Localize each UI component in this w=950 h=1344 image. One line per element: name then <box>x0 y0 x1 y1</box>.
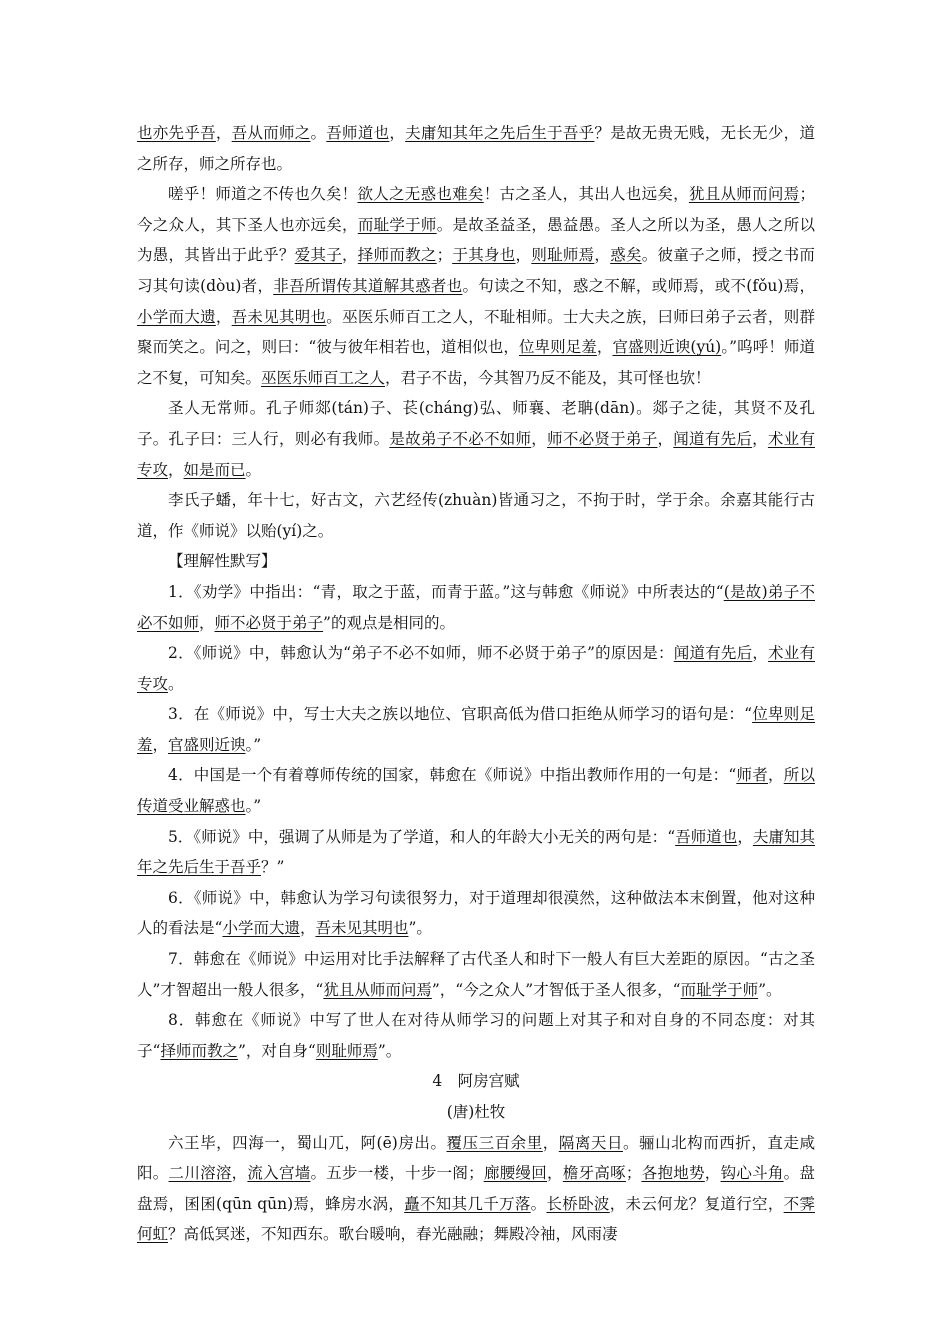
paragraph <box>137 577 815 638</box>
underlined-text: 犹且从师而问焉 <box>323 980 432 999</box>
text-segment: ， <box>752 644 769 663</box>
text-segment: 3．在《师说》中，写士大夫之族以地位、官职高低为借口拒绝从师学习的语句是：“ <box>168 705 753 724</box>
paragraph <box>137 760 815 821</box>
text-segment: ， <box>515 246 532 265</box>
text-segment: ？是故无贵无贱，无长无少，道之所存，师之所存也。 <box>137 124 815 173</box>
text-segment: 六王毕，四海一，蜀山兀，阿(ē)房出。 <box>168 1133 447 1152</box>
text-segment: ， <box>152 735 169 754</box>
text-segment: ； <box>436 246 453 265</box>
text-segment: ， <box>199 613 215 632</box>
underlined-text: 廊腰缦回 <box>483 1164 548 1183</box>
text-segment: ， <box>752 429 768 448</box>
text-segment: 。盘盘焉，囷囷(qūn qūn)焉，蜂房水涡， <box>137 1164 815 1213</box>
text-segment: ， <box>299 919 316 938</box>
underlined-text: 闻道有先后 <box>673 644 753 663</box>
underlined-text: 夫庸知其年之先后生于吾乎 <box>405 124 595 142</box>
underlined-text: 术业有专攻 <box>137 429 815 479</box>
text-segment: ， <box>594 246 611 265</box>
underlined-text: 于其身也 <box>452 246 516 265</box>
text-segment: ， <box>542 1133 559 1152</box>
underlined-text: 官盛则近谀 <box>168 735 246 754</box>
text-segment: ， <box>215 307 232 326</box>
underlined-text: (是故)弟子不必不如师 <box>137 582 815 632</box>
text-segment: 1．《劝学》中指出：“青，取之于蓝，而青于蓝。”这与韩愈《师说》中所表达的“ <box>168 582 724 601</box>
text-segment: 。” <box>245 797 262 816</box>
text-segment: ”。 <box>377 1041 402 1060</box>
document-page <box>137 118 815 1250</box>
text-segment: ，君子不齿，今其智乃反不能及，其可怪也欤！ <box>385 368 711 387</box>
section-heading <box>137 546 815 577</box>
underlined-text: 术业有专攻 <box>137 644 815 693</box>
underlined-text: 爱其子 <box>294 246 343 265</box>
text-segment: ”。 <box>758 980 782 999</box>
underlined-text: 檐牙高啄 <box>562 1164 626 1183</box>
text-segment: 4．中国是一个有着尊师传统的国家，韩愈在《师说》中指出教师作用的一句是：“ <box>168 766 737 785</box>
underlined-text: 矗不知其几千万落 <box>404 1194 531 1213</box>
text-segment: 7．韩愈在《师说》中运用对比手法解释了古代圣人和时下一般人有巨大差距的原因。“古之圣人”才智超出一般人很多，“ <box>137 950 815 999</box>
text-segment: ，未云何龙？复道行空， <box>609 1194 784 1213</box>
centered-heading <box>137 1066 815 1097</box>
underlined-text: 师不必贤于弟子 <box>547 429 658 448</box>
text-segment: ， <box>737 827 753 846</box>
text-segment: ， <box>342 246 358 265</box>
text-segment: ？高低冥迷，不知西东。歌台暖响，春光融融；舞殿冷袖，风雨凄 <box>168 1225 618 1244</box>
text-segment: ”，对自身“ <box>237 1041 316 1060</box>
underlined-text: 位卑则足羞 <box>518 338 597 357</box>
text-segment: 。句读之不知，惑之不解，或师焉，或不(fǒu)焉， <box>462 276 815 295</box>
text-segment: ， <box>531 429 548 448</box>
text-segment: 。五步一楼，十步一阁； <box>310 1164 484 1183</box>
underlined-text: 惑矣 <box>610 246 642 265</box>
underlined-text: 不霁何虹 <box>137 1194 815 1244</box>
underlined-text: 也亦先乎吾 <box>137 124 216 142</box>
underlined-text: 所以传道受业解惑也 <box>137 766 815 816</box>
text-segment: ”。 <box>408 919 432 938</box>
text-segment: 。彼童子之师，授之书而习其句读(dòu)者， <box>137 246 815 295</box>
text-segment: 6．《师说》中，韩愈认为学习句读很努力，对于道理却很漠然，这种做法本末倒置，他对这种人的看法是“ <box>137 888 815 938</box>
paragraph <box>137 883 815 944</box>
underlined-text: 巫医乐师百工之人 <box>261 368 386 387</box>
text-segment: 。 <box>168 674 184 693</box>
text-segment: 嗟乎！师道之不传也久矣！ <box>168 185 358 204</box>
underlined-text: 闻道有先后 <box>673 429 753 448</box>
text-segment: ”的观点是相同的。 <box>323 613 455 632</box>
paragraph <box>137 822 815 883</box>
text-segment: ”，“今之众人”才智低于圣人很多，“ <box>431 980 681 999</box>
underlined-text: 小学而大遗 <box>222 919 300 938</box>
text-segment: ， <box>547 1164 563 1183</box>
underlined-text: 流入宫墙 <box>247 1164 311 1183</box>
paragraph <box>137 944 815 1005</box>
text-segment: ， <box>768 766 784 785</box>
underlined-text: 而耻学于师 <box>680 980 759 999</box>
text-segment: 5．《师说》中，强调了从师是为了学道，和人的年龄大小无关的两句是：“ <box>168 827 676 846</box>
underlined-text: 覆压三百余里 <box>446 1133 543 1152</box>
underlined-text: 师不必贤于弟子 <box>214 613 324 632</box>
underlined-text: 师者 <box>736 766 768 785</box>
text-segment: ， <box>704 1164 721 1183</box>
text-segment: ， <box>215 124 232 142</box>
underlined-text: 非吾所谓传其道解其惑者也 <box>273 276 463 295</box>
underlined-text: 位卑则足羞 <box>137 705 815 754</box>
underlined-text: 择师而教之 <box>160 1041 238 1060</box>
text-segment: 圣人无常师。孔子师郯(tán)子、苌(cháng)弘、师襄、老聃(dān)。郯子之徒，其贤不及孔子。孔子曰：三人行，则必有我师。 <box>137 399 815 448</box>
underlined-text: 欲人之无惑也难矣 <box>357 185 484 204</box>
text-segment: ， <box>168 460 184 479</box>
paragraph <box>137 638 815 699</box>
underlined-text: 钩心斗角 <box>720 1164 784 1183</box>
paragraph <box>137 485 815 546</box>
paragraph <box>137 179 815 393</box>
text-segment: 。 <box>310 124 327 142</box>
underlined-text: 官盛则近谀(yú) <box>612 338 722 357</box>
text-segment: 。 <box>530 1194 547 1213</box>
underlined-text: 择师而教之 <box>357 246 437 265</box>
underlined-text: 是故弟子不必不如师 <box>389 429 532 448</box>
underlined-text: 则耻师焉 <box>531 246 595 265</box>
text-segment: 2．《师说》中，韩愈认为“弟子不必不如师，师不必贤于弟子”的原因是： <box>168 644 674 663</box>
text-segment: 。是故圣益圣，愚益愚。圣人之所以为圣，愚人之所以为愚，其皆出于此乎？ <box>137 215 815 265</box>
text-segment: 李氏子蟠，年十七，好古文，六艺经传(zhuàn)皆通习之，不拘于时，学于余。余嘉其能行古道，作《师说》以贻(yí)之。 <box>137 491 815 540</box>
underlined-text: 夫庸知其年之先后生于吾乎 <box>137 827 815 877</box>
underlined-text: 吾未见其明也 <box>315 919 409 938</box>
text-segment: 。巫医乐师百工之人，不耻相师。士大夫之族，曰师曰弟子云者，则群聚而笑之。问之，则曰：“彼与彼年相若也，道相似也， <box>137 307 815 357</box>
underlined-text: 隔离天日 <box>558 1133 623 1152</box>
paragraph <box>137 1128 815 1250</box>
underlined-text: 吾从而师之 <box>231 124 311 142</box>
paragraph <box>137 393 815 485</box>
underlined-text: 各抱地势 <box>641 1164 705 1183</box>
text-segment: ； <box>625 1164 642 1183</box>
underlined-text: 吾未见其明也 <box>231 307 327 326</box>
centered-heading <box>137 1097 815 1128</box>
text-segment: 。”呜呼！师道之不复，可知矣。 <box>137 338 815 387</box>
text-segment: 4 阿房宫赋 <box>432 1072 520 1091</box>
text-segment: 。” <box>245 735 262 754</box>
text-segment: ！古之圣人，其出人也远矣， <box>483 185 689 204</box>
underlined-text: 吾师道也 <box>675 827 738 846</box>
paragraph <box>137 699 815 760</box>
text-segment: ；今之众人，其下圣人也亦远矣， <box>137 185 815 234</box>
text-segment: (唐)杜牧 <box>446 1103 506 1121</box>
text-segment: ， <box>657 429 674 448</box>
text-segment: 。 <box>245 460 262 479</box>
underlined-text: 二川溶溶 <box>168 1164 232 1183</box>
paragraph <box>137 1005 815 1066</box>
underlined-text: 则耻师焉 <box>315 1041 378 1060</box>
text-segment: 。骊山北构而西折，直走咸阳。 <box>137 1133 815 1183</box>
text-segment: ， <box>596 338 613 357</box>
underlined-text: 小学而大遗 <box>137 307 216 326</box>
paragraph <box>137 118 815 179</box>
underlined-text: 而耻学于师 <box>357 215 437 234</box>
text-segment: ？” <box>261 858 285 877</box>
text-segment: 【理解性默写】 <box>168 552 277 571</box>
text-segment: ， <box>389 124 406 142</box>
text-segment: 8．韩愈在《师说》中写了世人在对待从师学习的问题上对其子和对自身的不同态度：对其子“ <box>137 1011 815 1060</box>
underlined-text: 吾师道也 <box>326 124 390 142</box>
underlined-text: 长桥卧波 <box>546 1194 610 1213</box>
underlined-text: 如是而已 <box>183 460 246 479</box>
text-segment: ， <box>231 1164 248 1183</box>
underlined-text: 犹且从师而问焉 <box>688 185 800 204</box>
